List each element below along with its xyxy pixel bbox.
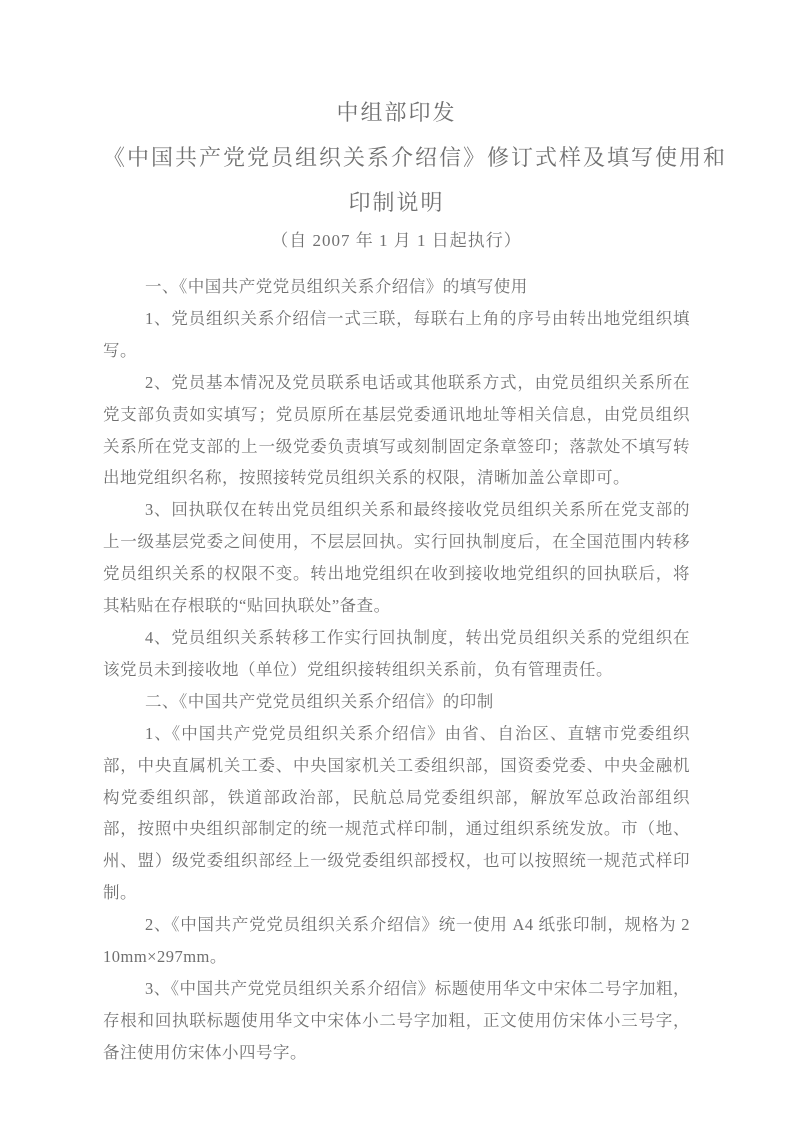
section-2-item-3: 3、《中国共产党党员组织关系介绍信》标题使用华文中宋体二号字加粗，存根和回执联标题使用华文中宋体小二号字加粗，正文使用仿宋体小三号字，备注使用仿宋体小四号字。	[103, 978, 690, 1062]
doc-body	[103, 271, 690, 1069]
section-2-heading: 二、《中国共产党党员组织关系介绍信》的印制	[145, 691, 494, 711]
doc-title-line-1: 中组部印发	[336, 100, 457, 125]
section-2-item-2: 2、《中国共产党党员组织关系介绍信》统一使用 A4 纸张印制，规格为 210mm×297mm。	[103, 915, 690, 967]
doc-title-line-2: 《中国共产党党员组织关系介绍信》修订式样及填写使用和	[103, 145, 728, 170]
section-1-item-1: 1、党员组织关系介绍信一式三联，每联右上角的序号由转出地党组织填写。	[103, 308, 690, 360]
doc-title-line-3: 印制说明	[348, 190, 445, 215]
section-1-item-4: 4、党员组织关系转移工作实行回执制度，转出党员组织关系的党组织在该党员未到接收地（单位）党组织接转组织关系前，负有管理责任。	[103, 627, 690, 679]
section-2-item-1: 1、《中国共产党党员组织关系介绍信》由省、自治区、直辖市党委组织部，中央直属机关工委、中央国家机关工委组织部，国资委党委、中央金融机构党委组织部，铁道部政治部，民航总局党委组织部，解放军总政治部组织部，按照中央组织部制定的统一规范式样印制，通过组织系统发放。市（地、州、盟）级党委组织部经上一级党委组织部授权，也可以按照统一规范式样印制。	[103, 723, 690, 903]
section-1-item-2: 2、党员基本情况及党员联系电话或其他联系方式，由党员组织关系所在党支部负责如实填写；党员原所在基层党委通讯地址等相关信息，由党员组织关系所在党支部的上一级党委负责填写或刻制固定条章签印；落款处不填写转出地党组织名称，按照接转党员组织关系的权限，清晰加盖公章即可。	[103, 372, 690, 488]
doc-effective-date: （自 2007 年 1 月 1 日起执行）	[271, 231, 522, 250]
section-1-item-3: 3、回执联仅在转出党员组织关系和最终接收党员组织关系所在党支部的上一级基层党委之间使用，不层层回执。实行回执制度后，在全国范围内转移党员组织关系的权限不变。转出地党组织在收到接收地党组织的回执联后，将其粘贴在存根联的“贴回执联处”备查。	[103, 500, 690, 616]
section-1-heading: 一、《中国共产党党员组织关系介绍信》的填写使用	[145, 277, 528, 296]
